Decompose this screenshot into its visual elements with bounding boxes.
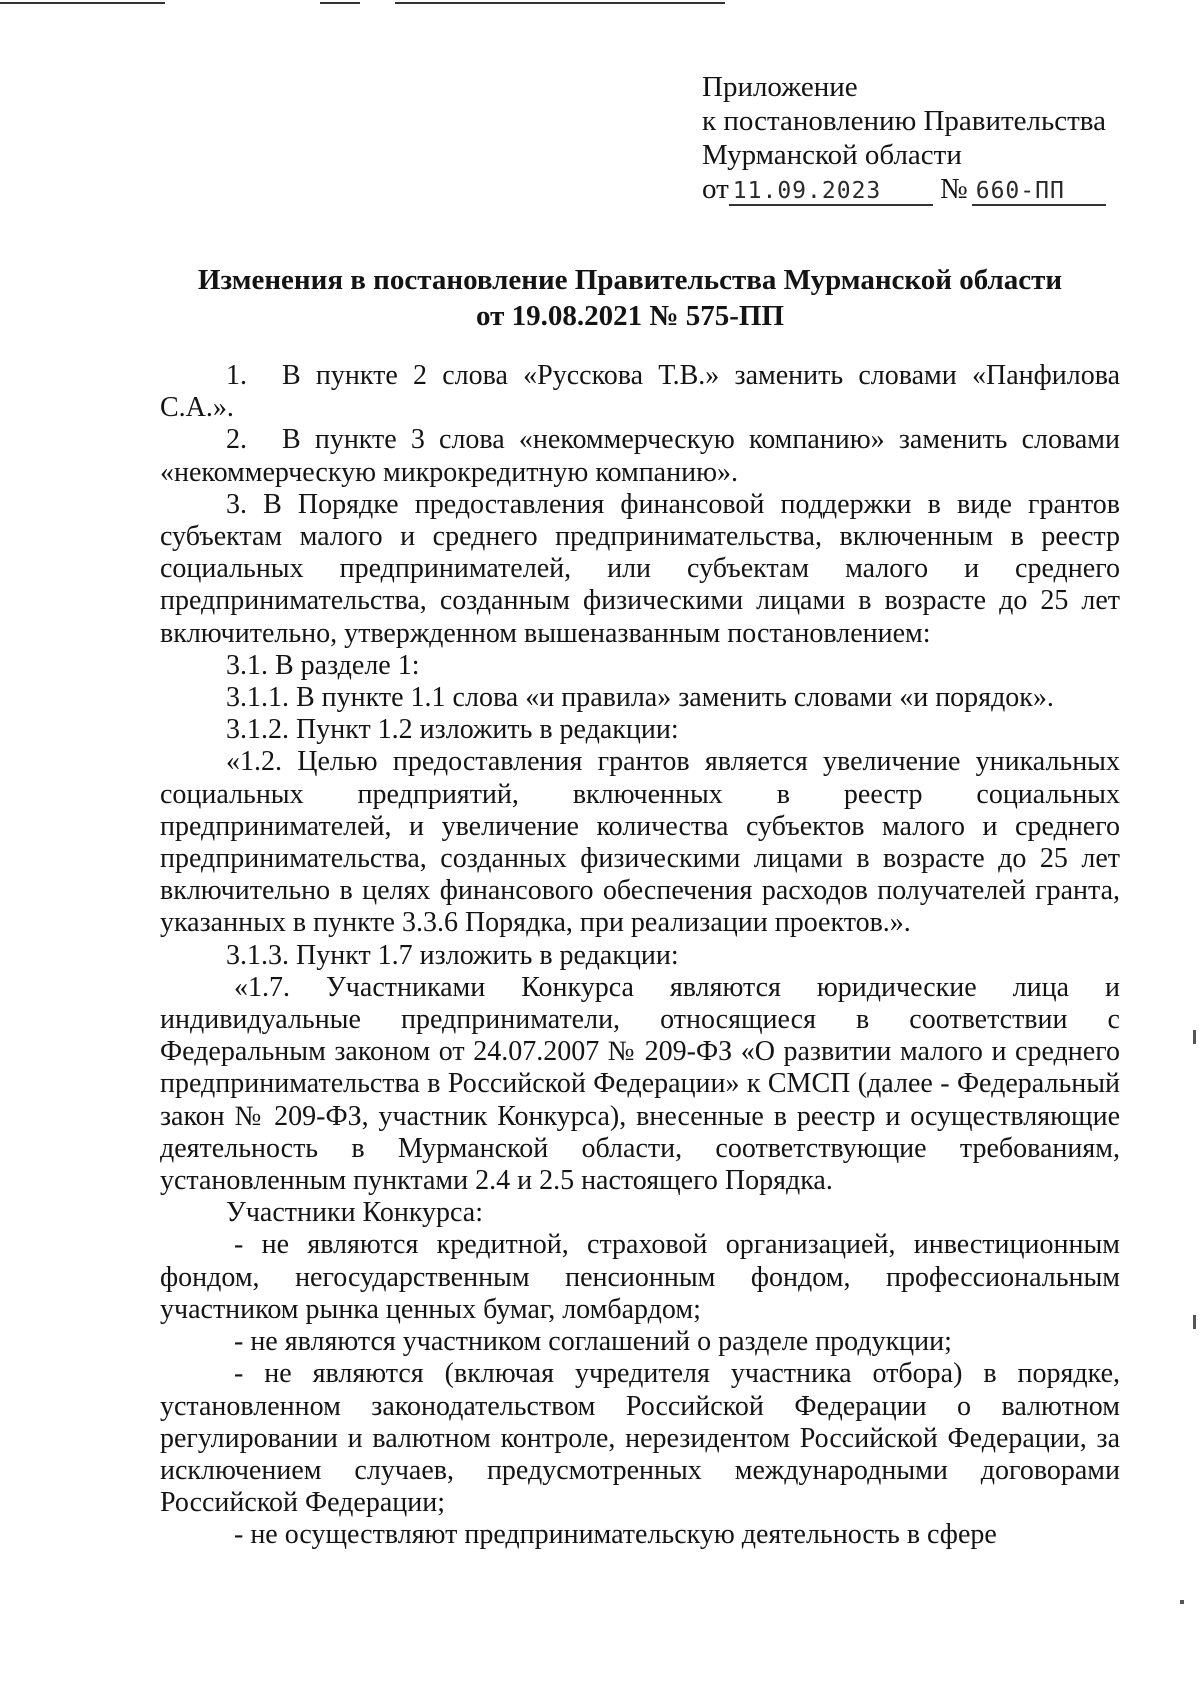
appendix-region: Мурманской области bbox=[702, 139, 962, 171]
quoted-point-1-2: «1.2. Целью предоставления грантов является увеличение уникальных социальных предприятий, включенных в реестр социальных предпринимателей, и увеличение количества субъектов малого и среднего предпринимательства, созданных физическими лицами в возрасте до 25 лет включительно в целях финансового обеспечения расходов получателей гранта, указанных в пункте 3.3.6 Порядка, при реализации проектов.». bbox=[160, 746, 1120, 939]
number-prefix: № bbox=[940, 173, 968, 205]
bullet-item: - не осуществляют предпринимательскую деятельность в сфере bbox=[234, 1519, 997, 1551]
scan-edge-mark bbox=[1180, 1600, 1184, 1604]
paragraph-3: 3. В Порядке предоставления финансовой поддержки в виде грантов субъектам малого и среднего предпринимательства, включенным в реестр социальных предпринимателей, или субъектам малого и среднего предпринимательства, созданным физическими лицами в возрасте до 25 лет включительно, утвержденном вышеназванным постановлением: bbox=[160, 488, 1120, 649]
paragraph-1-number: 1. bbox=[226, 360, 247, 391]
resolution-number: 660-ПП bbox=[972, 178, 1106, 206]
paragraph-3-1: 3.1. В разделе 1: bbox=[226, 649, 420, 681]
paragraph-1 bbox=[160, 360, 1120, 424]
paragraph-3-1-2: 3.1.2. Пункт 1.2 изложить в редакции: bbox=[226, 714, 679, 746]
scan-edge-mark bbox=[1193, 1315, 1196, 1329]
appendix-date-line bbox=[702, 172, 1132, 206]
quoted-point-1-7: «1.7. Участниками Конкурса являются юридические лица и индивидуальные предприниматели, относящиеся в соответствии с Федеральным законом от 24.07.2007 № 209-ФЗ «О развитии малого и среднего предпринимательства в Российской Федерации» к СМСП (далее - Федеральный закон № 209-ФЗ, участник Конкурса), внесенные в реестр и осуществляющие деятельность в Мурманской области, соответствующие требованиям, установленным пунктами 2.4 и 2.5 настоящего Порядка. bbox=[160, 971, 1120, 1197]
scan-edge-mark bbox=[1193, 1030, 1196, 1044]
bullet-item: - не являются участником соглашений о разделе продукции; bbox=[234, 1326, 952, 1358]
scan-edge-line bbox=[320, 2, 360, 4]
paragraph-2-number: 2. bbox=[226, 424, 247, 456]
appendix-reference: к постановлению Правительства bbox=[702, 105, 1106, 137]
date-prefix: от bbox=[702, 173, 729, 205]
participants-heading: Участники Конкурса: bbox=[226, 1197, 484, 1229]
resolution-date: 11.09.2023 bbox=[729, 178, 933, 206]
document-body bbox=[160, 360, 1120, 1552]
title-line-2: от 19.08.2021 № 575-ПП bbox=[475, 300, 785, 332]
paragraph-2-text: В пункте 3 слова «некоммерческую компанию» заменить словами «некоммерческую микрокредитную компанию». bbox=[160, 424, 1120, 488]
document-title bbox=[150, 262, 1110, 334]
paragraph-1-text: В пункте 2 слова «Русскова Т.В.» заменить словами «Панфилова С.А.». bbox=[160, 360, 1120, 424]
paragraph-2 bbox=[160, 424, 1120, 488]
bullet-item: - не являются (включая учредителя участника отбора) в порядке, установленном законодательством Российской Федерации о валютном регулировании и валютном контроле, нерезидентом Российской Федерации, за исключением случаев, предусмотренных международными договорами Российской Федерации; bbox=[160, 1358, 1120, 1519]
title-line-1: Изменения в постановление Правительства Мурманской области bbox=[197, 264, 1063, 296]
appendix-block bbox=[702, 70, 1132, 206]
paragraph-3-1-1: 3.1.1. В пункте 1.1 слова «и правила» заменить словами «и порядок». bbox=[226, 682, 1054, 714]
scan-edge-line bbox=[395, 2, 725, 4]
scan-edge-line bbox=[0, 2, 165, 4]
paragraph-3-1-3: 3.1.3. Пункт 1.7 изложить в редакции: bbox=[226, 939, 679, 971]
appendix-label: Приложение bbox=[702, 71, 858, 103]
bullet-item: - не являются кредитной, страховой организацией, инвестиционным фондом, негосударственным пенсионным фондом, профессиональным участником рынка ценных бумаг, ломбардом; bbox=[160, 1229, 1120, 1325]
